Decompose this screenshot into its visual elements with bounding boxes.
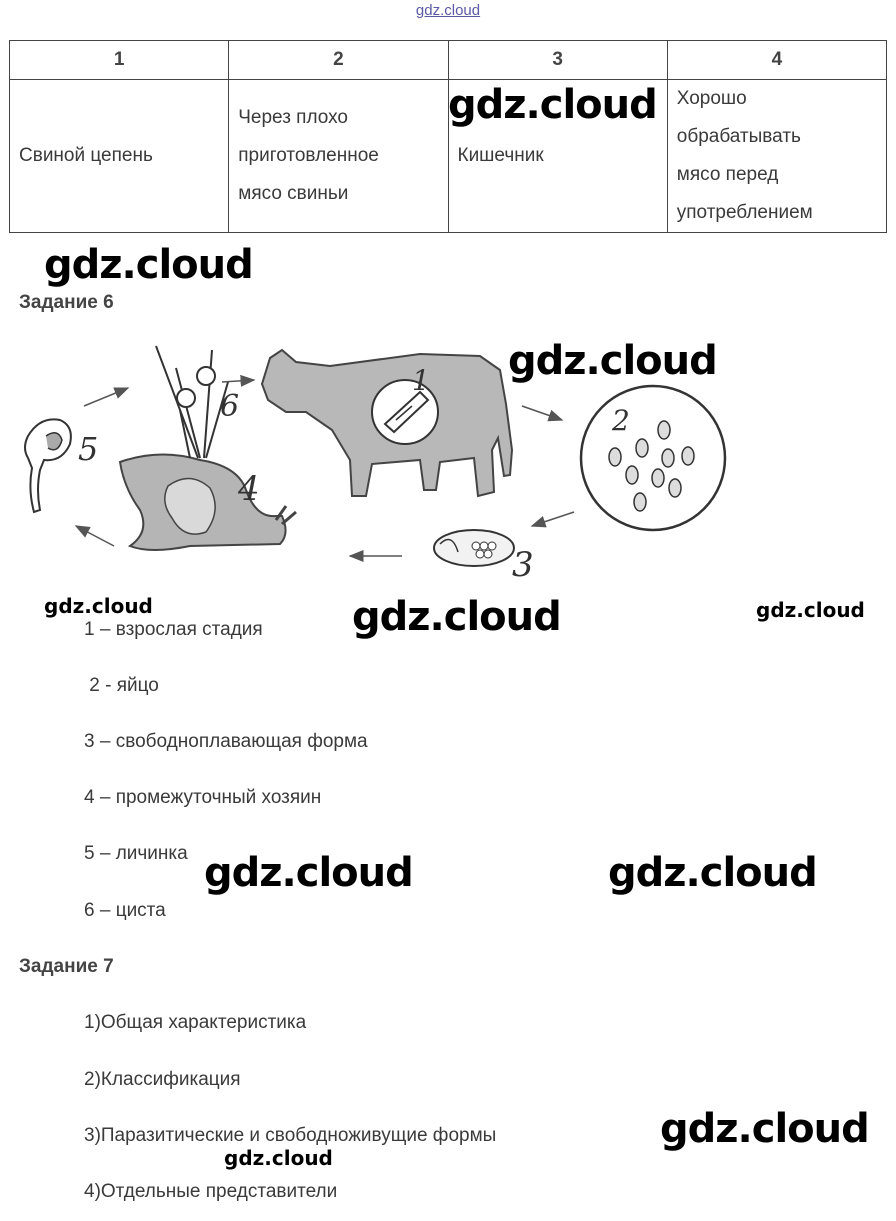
figure-number: 4 bbox=[238, 469, 260, 509]
watermark: gdz.cloud bbox=[44, 242, 253, 288]
figure-number: 5 bbox=[78, 430, 99, 468]
list-item: 3 – свободноплавающая форма bbox=[84, 731, 368, 752]
prevention-cell bbox=[667, 80, 886, 233]
cell-line: мясо свиньи bbox=[238, 183, 349, 204]
location-cell: Кишечник bbox=[448, 80, 667, 233]
cyst-on-plant-drawing bbox=[156, 346, 228, 458]
list-item: 4 – промежуточный хозяин bbox=[84, 787, 322, 808]
task-6-title: Задание 6 bbox=[19, 292, 114, 313]
column-header: 2 bbox=[229, 41, 448, 80]
figure-number: 3 bbox=[512, 545, 534, 585]
table-header-row bbox=[10, 41, 887, 80]
cow-host-drawing bbox=[262, 350, 512, 496]
figure-number: 2 bbox=[612, 404, 630, 437]
watermark: gdz.cloud bbox=[756, 598, 865, 622]
cycle-arrow bbox=[532, 512, 574, 526]
cycle-arrow bbox=[84, 388, 128, 406]
watermark: gdz.cloud bbox=[204, 850, 413, 896]
answer-table bbox=[9, 40, 887, 233]
cell-line: приготовленное bbox=[238, 145, 379, 166]
list-item: 6 – циста bbox=[84, 900, 166, 921]
watermark: gdz.cloud bbox=[352, 594, 561, 640]
column-header: 1 bbox=[10, 41, 229, 80]
infection-cell bbox=[229, 80, 448, 233]
list-item: 2 - яйцо bbox=[84, 675, 159, 696]
eggs-drawing bbox=[581, 386, 725, 530]
cycle-arrow bbox=[76, 526, 114, 546]
lifecycle-diagram bbox=[0, 320, 896, 590]
column-header: 3 bbox=[448, 41, 667, 80]
site-link[interactable]: gdz.cloud bbox=[415, 2, 481, 19]
figure-number: 6 bbox=[220, 389, 240, 424]
watermark: gdz.cloud bbox=[448, 82, 657, 128]
parasite-cell: Свиной цепень bbox=[10, 80, 229, 233]
watermark: gdz.cloud bbox=[224, 1146, 333, 1170]
watermark: gdz.cloud bbox=[608, 850, 817, 896]
list-item: 1)Общая характеристика bbox=[84, 1012, 307, 1033]
list-item: 3)Паразитические и свободноживущие формы bbox=[84, 1125, 497, 1146]
list-item: 1 – взрослая стадия bbox=[84, 619, 263, 640]
cell-line: Хорошо bbox=[676, 88, 747, 109]
list-item: 2)Классификация bbox=[84, 1069, 241, 1090]
figure-number: 1 bbox=[412, 364, 430, 397]
column-header: 4 bbox=[667, 41, 886, 80]
cell-line: Через плохо bbox=[238, 107, 348, 128]
list-item: 5 – личинка bbox=[84, 843, 188, 864]
list-item: 4)Отдельные представители bbox=[84, 1181, 338, 1202]
task-7-title: Задание 7 bbox=[19, 956, 114, 977]
watermark: gdz.cloud bbox=[44, 594, 153, 618]
larva-drawing bbox=[25, 419, 71, 512]
cell-line: употреблением bbox=[676, 202, 813, 223]
cell-line: мясо перед bbox=[676, 164, 779, 185]
free-swimming-form-drawing bbox=[434, 530, 514, 566]
cell-line: обрабатывать bbox=[676, 126, 801, 147]
cycle-arrow bbox=[522, 406, 562, 420]
watermark: gdz.cloud bbox=[508, 338, 717, 384]
watermark: gdz.cloud bbox=[660, 1106, 869, 1152]
cycle-arrow bbox=[222, 380, 254, 382]
snail-host-drawing bbox=[120, 454, 296, 550]
